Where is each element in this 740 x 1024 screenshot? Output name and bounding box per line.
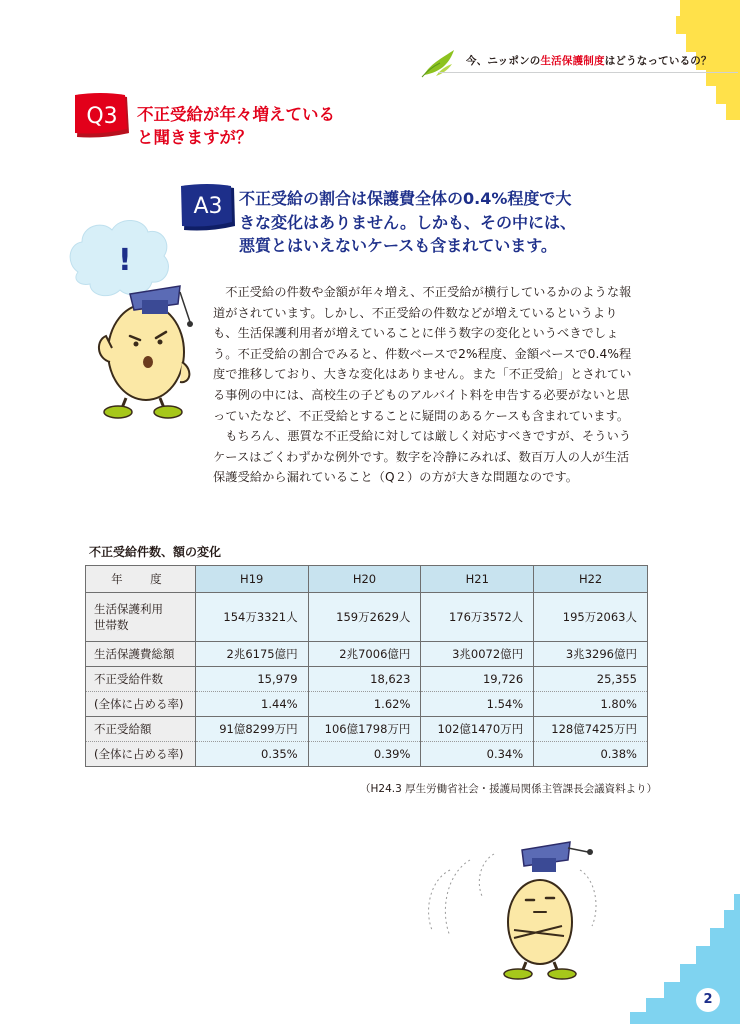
column-header: H19 xyxy=(195,566,308,593)
table-cell: 1.80% xyxy=(534,692,648,717)
page-number: 2 xyxy=(696,988,720,1012)
fraud-stats-table xyxy=(85,565,648,767)
row-label: 生活保護費総額 xyxy=(86,642,196,667)
mascot-thinking-illustration xyxy=(60,212,210,422)
table-cell: 18,623 xyxy=(308,667,421,692)
table-title: 不正受給件数、額の変化 xyxy=(89,545,222,559)
row-label: 生活保護利用 世帯数 xyxy=(86,593,196,642)
table-header-row xyxy=(86,566,648,593)
question-title: 不正受給が年々増えている と聞きますが？ xyxy=(137,105,335,147)
mascot-arms-crossed-illustration xyxy=(410,830,610,980)
row-label: (全体に占める率) xyxy=(86,742,196,767)
table-cell: 3兆0072億円 xyxy=(421,642,534,667)
table-cell: 159万2629人 xyxy=(308,593,421,642)
table-cell: 0.38% xyxy=(534,742,648,767)
answer-body xyxy=(213,282,641,488)
table-cell: 3兆3296億円 xyxy=(534,642,648,667)
table-row xyxy=(86,593,648,642)
table-row xyxy=(86,742,648,767)
column-header: H21 xyxy=(421,566,534,593)
table-cell: 91億8299万円 xyxy=(195,717,308,742)
table-cell: 2兆7006億円 xyxy=(308,642,421,667)
table-row xyxy=(86,692,648,717)
corner-steps-decoration xyxy=(630,894,740,1024)
table-row xyxy=(86,717,648,742)
header-rule xyxy=(438,72,738,73)
table-cell: 1.62% xyxy=(308,692,421,717)
answer-title: 不正受給の割合は保護費全体の0.4%程度で大 きな変化はありません。しかも、その中には、 悪質とはいえないケースも含まれています。 xyxy=(239,189,576,255)
table-cell: 19,726 xyxy=(421,667,534,692)
table-cell: 102億1470万円 xyxy=(421,717,534,742)
table-source-note: （H24.3 厚生労働省社会・援護局関係主管課長会議資料より） xyxy=(360,783,658,795)
row-label: (全体に占める率) xyxy=(86,692,196,717)
column-header: H22 xyxy=(534,566,648,593)
exclamation-mark: ! xyxy=(118,243,132,278)
answer-badge: A3 xyxy=(180,184,236,234)
table-row xyxy=(86,667,648,692)
table-cell: 15,979 xyxy=(195,667,308,692)
table-row xyxy=(86,642,648,667)
running-header: 今、ニッポンの生活保護制度はどうなっているの？ xyxy=(466,55,712,67)
table-cell: 128億7425万円 xyxy=(534,717,648,742)
column-header: H20 xyxy=(308,566,421,593)
table-cell: 1.44% xyxy=(195,692,308,717)
table-cell: 1.54% xyxy=(421,692,534,717)
table-cell: 25,355 xyxy=(534,667,648,692)
paragraph: 不正受給の件数や金額が年々増え、不正受給が横行しているかのような報道がされています。しかし、不正受給の件数などが増えているというよりも、生活保護利用者が増えていることに伴う数字の変化というべきでしょう。不正受給の割合でみると、件数ベースで2%程度、金額ベースで0.4%程度で推移しており、大きな変化はありません。また「不正受給」とされている事例の中には、高校生の子どものアルバイト料を申告する必要がないと思っていたなど、不正受給とすることに疑問のあるケースも含まれています。 xyxy=(213,285,632,423)
table-cell: 195万2063人 xyxy=(534,593,648,642)
question-badge: Q3 xyxy=(73,93,131,143)
column-header: 年 度 xyxy=(86,566,196,593)
table-cell: 106億1798万円 xyxy=(308,717,421,742)
table-cell: 0.34% xyxy=(421,742,534,767)
row-label: 不正受給件数 xyxy=(86,667,196,692)
paragraph: もちろん、悪質な不正受給に対しては厳しく対応すべきですが、そういうケースはごくわずかな例外です。数字を冷静にみれば、数百万人の人が生活保護受給から漏れていること（Q２）の方が大きな問題なのです。 xyxy=(213,429,632,485)
row-label: 不正受給額 xyxy=(86,717,196,742)
table-cell: 0.35% xyxy=(195,742,308,767)
table-cell: 0.39% xyxy=(308,742,421,767)
table-cell: 2兆6175億円 xyxy=(195,642,308,667)
table-cell: 154万3321人 xyxy=(195,593,308,642)
table-cell: 176万3572人 xyxy=(421,593,534,642)
leaf-icon xyxy=(420,48,458,78)
